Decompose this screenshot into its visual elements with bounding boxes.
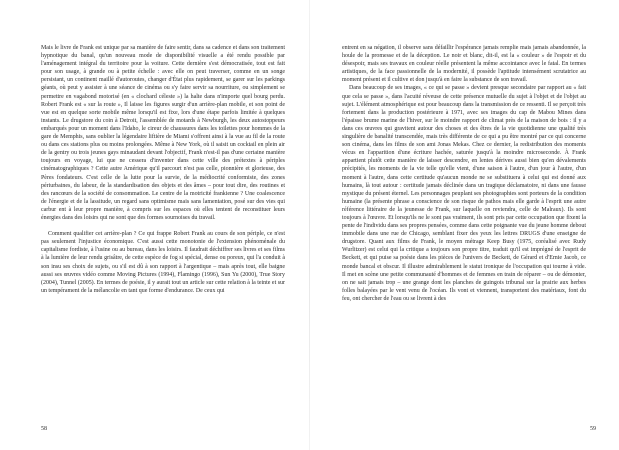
left-page-text: [41, 44, 285, 295]
page-number-right: 59: [590, 426, 596, 432]
left-paragraph-2: Comment qualifier cet arrière-plan ? Ce qui frappe Robert Frank au cours de son périple, ce n'est pas seulement l'injustice économique. C'est aussi cette monotonie de l'extension phénoménale du capitalisme fordiste, à l'usine ou au bureau, dans les loisirs. Il faudrait déchiffrer ses livres et ses films à la lumière de leur rendu grisâtre, de cette espèce de fog si spécial, dense ou poreux, qui l'a conduit à son insu ses choix de sujets, ou s'il est dû à son rapport à l'argentique – mais après tout, elle baigne aussi ses œuvres vidéo comme Moving Pictures (1994), Flamingo (1996), Sun Yu (2000), True Story (2004), Tunnel (2005). En termes de poésie, il y aurait tout un article sur cette relation à la teinte et sur un tempérament de la mélancolie en tant que forme d'endurance. De ceux qui: [41, 231, 285, 294]
right-paragraph-2: Dans beaucoup de ses images, « ce qui se passe » devient presque secondaire par rapport au « fait que cela se passe », dans l'acuité réveuse de cette présence mutuelle du sujet à l'objet et de l'objet au sujet. L'élément atmosphérique est pour beaucoup dans la transmission de ce ressenti. Il se perçoit très fortement dans la production postérieure à 1971, avec ses images du cap de Mabou Mines dans l'épaisse brume marine de l'hiver, sur le moindre rapport de climat près de la maison de bois : il y a dans ces œuvres qui gravitent autour des choses et des êtres de la vie quotidienne une qualité très singulière de banalité transcendée, mais très différente de ce qui a pu être montré par ce qui concerne son cinéma, dans les films de son ami Jonas Mekas. Chez ce dernier, la redistribution des moments vécus en l'apparition d'une écriture hachée, saturée jusqu'à la moindre microseconde. À Frank appartient plutôt cette manière de laisser descendre, en lentes dérives aussi bien qu'en dévalements précipités, les moments de la vie telle qu'elle vient, d'une saison à l'autre, d'un jour à l'autre, d'un moment à l'autre, dans cette certitude qu'aucun monde ne se substituera à celui qui est donné aux humains, là tout autour : certitude jamais déclinée dans un tragique déclamatoire, ni dans une fausse mystique du présent éternel. Les personnages peuplant ses photographies sont porteurs de la condition humaine (la présente phrase a conscience de son risque de pathos mais elle garde à l'esprit une autre référence littéraire de la jeunesse de Frank, sur laquelle on reviendra, celle de Malraux). Ils sont toujours à l'œuvre. Et lorsqu'ils ne le sont pas vraiment, ils sont pris par cette occupation que fixent la pente de l'individu dans ses propres pensées, comme dans cette poignante vue du jeune homme debout immobile dans une rue de Chicago, semblant fixer des yeux les lettres DRUGS d'une enseigne de drugstore. Quant aux films de Frank, le moyen métrage Keep Busy (1975, coréalisé avec Rudy Wurlitzer) est celui qui la critique a toujours son propre titre, traduit qu'il est imprégné de l'esprit de Beckett, et qui puise sa poésie dans les pièces de l'univers de Beckett, de Gérard et d'Ernie Jacob, ce monde bancal et obscur. Il illustre admirablement le statut ironique de l'occupation qui tourne à vide. Il met en scène une petite communauté d'hommes et de femmes en train de réparer – ou de démonter, on ne sait jamais trop – une grange dont les planches de guingois tribunal sur la prairie aux herbes folles balayées par le vent venu de l'océan. Ils vont et viennent, transportent des matériaux, font du feu, ont chercher de l'eau ou se livrent à des: [342, 85, 586, 302]
right-paragraph-1: entrent en sa négation, il observe sans défaillir l'espérance jamais remplie mais jamais abandonnée, la houle de la promesse et de la déception. Le noir et blanc, dit-il, est la « couleur » de l'espoir et du désespoir, mais ses travaux en couleur réelle présentent la même accointance avec le fatal. En termes artistiques, de la face passionnelle de la modernité, il possède l'aptitude intensément scrutatrice au moment présent et il cultive et don jusqu'à en faire la substance de son travail.: [342, 45, 586, 84]
right-page: [310, 0, 619, 450]
right-page-text: [342, 44, 586, 303]
page-number-left: 58: [41, 426, 47, 432]
left-paragraph-1: Mais le livre de Frank est unique par sa manière de faire sentir, dans sa cadence et dans son traitement hypnotique du banal, qu'un nouveau mode de disponibilité visuelle a été rendu possible par l'aménagement intégral du territoire pour la voiture. Cette dernière s'est démocratisée, tout est fait pour son usage, à grande ou à petite échelle : avec elle on peut traverser, comme en un songe persistant, un continent maillé d'autoroutes, changer d'État plus rapidement, se garer sur les parkings géants, où peut y assister à une séance de cinéma ou s'y faire servir sa nourriture, ou simplement se permettre en vagabond motorisé (en « clochard céleste ») la halte dans n'importe quel bourg perdu. Robert Frank est « sur la route », Il laisse les figures surgir d'un arrière-plan mobile, et son point de vue est en quelque sorte mobile même lorsqu'il est fixe, lors d'une étape parfois limitée à quelques instants. Le drugstore du coin à Detroit, l'assemblée de motards à Newburgh, les deux autostoppeurs embarqués pour un moment dans l'Idaho, le cireur de chaussures dans les toilettes pour hommes de la gare de Memphis, sans oublier la légendaire liftière de Miami s'offrent ainsi à la vue au fil de la route ou dans ces stations plus ou moins prolongées. Même à New York, où il saisit un cocktail en plein air de la gentry ou trois jeunes gays minaudant devant l'objectif, Frank n'est-il pas d'une certaine manière toujours en voyage, lui que ne cessera d'inventer dans cette ville des prétextes à périples cinématographiques ? Cette autre Amérique qu'il parcourt n'est pas celle, pionnière et glorieuse, des Pères fondateurs. C'est celle de la lutte pour la survie, de la médiocrité conformiste, des zones périurbaines, du labeur, de la standardisation des objets et des âmes – pour tout dire, des routines et des rancœurs de la société de consommation. Le centre de la motricité frankienne ? Une coalescence de l'énergie et de la lassitude, un regard sans optimisme mais sans lamentation, posé sur des vies qui carbur ent à leur propre manière, à compris sur les espaces où elles tentent de reconstituer leurs énergies dans des loisirs qui ne sont que des formes sournoises du travail.: [41, 45, 285, 221]
